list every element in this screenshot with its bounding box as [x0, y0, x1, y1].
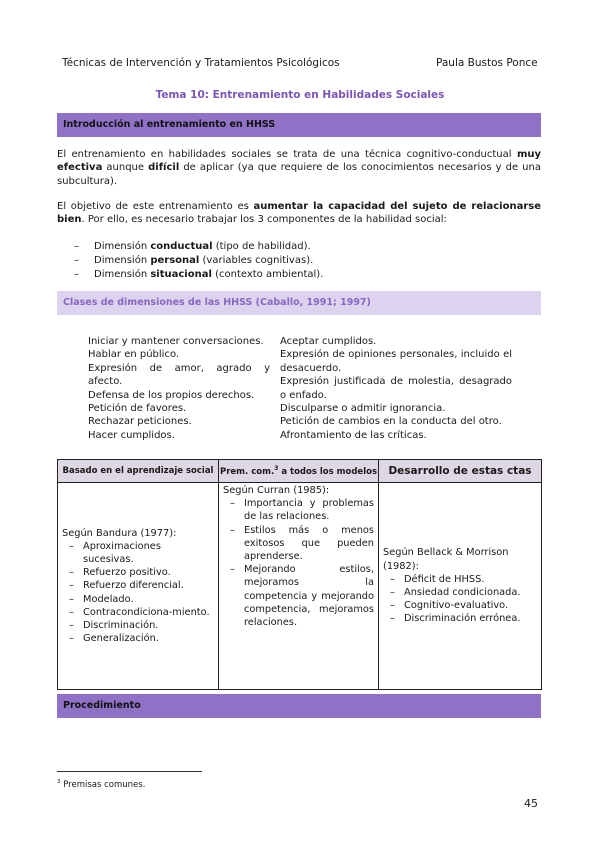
table-row — [58, 483, 542, 690]
list-item: Expresión de opiniones personales, incluido el desacuerdo. — [280, 349, 512, 374]
footnote-divider — [57, 771, 202, 772]
header-course-title: Técnicas de Intervención y Tratamientos Psicológicos — [62, 57, 340, 69]
table-cell-bellack — [379, 483, 542, 690]
section-heading-dimensions — [57, 291, 541, 315]
bellack-title: Según Bellack & Morrison (1982): — [383, 547, 509, 572]
footnote-text: Premisas comunes. — [60, 779, 146, 790]
models-table — [57, 459, 542, 690]
dimension-classes-left — [88, 335, 270, 442]
list-item: Iniciar y mantener conversaciones. — [88, 336, 264, 347]
list-item: Hacer cumplidos. — [88, 429, 175, 441]
list-item: Disculparse o admitir ignorancia. — [280, 403, 446, 415]
table-cell-curran — [219, 483, 379, 690]
table-header-social-learning: Basado en el aprendizaje social — [58, 460, 219, 483]
list-item: Petición de favores. — [88, 403, 187, 415]
list-item: – Mejorando estilos, mejoramos la competencia y mejorando competencia, mejoramos relaciones. — [223, 563, 374, 629]
list-item: – Dimensión situacional (contexto ambiental). — [74, 268, 534, 282]
list-item: – Discriminación errónea. — [383, 612, 537, 625]
list-item: Rechazar peticiones. — [88, 416, 192, 428]
section-heading-procedure — [57, 694, 541, 718]
topic-title: Tema 10: Entrenamiento en Habilidades Sociales — [155, 89, 445, 101]
list-item: Afrontamiento de las críticas. — [280, 429, 427, 441]
section-heading-procedure-text: Procedimiento — [63, 700, 141, 711]
list-item: Expresión justificada de molestia, desagrado o enfado. — [280, 376, 512, 401]
list-item: – Importancia y problemas de las relaciones. — [223, 497, 374, 523]
list-item: – Ansiedad condicionada. — [383, 586, 537, 599]
list-item: – Cognitivo-evaluativo. — [383, 599, 537, 612]
table-header-row — [58, 460, 542, 483]
curran-title: Según Curran (1985): — [223, 485, 330, 496]
table-header-common-premises: Prem. com.$^3$ a todos los modelos — [219, 460, 379, 483]
section-heading-intro-text: Introducción al entrenamiento en HHSS — [63, 119, 276, 130]
table-header-development: Desarrollo de estas ctas — [379, 460, 542, 483]
list-item: – Modelado. — [62, 593, 214, 606]
emphasis-dificil: difícil — [148, 162, 180, 174]
list-item: Expresión de amor, agrado y afecto. — [88, 362, 270, 388]
list-item: – Contracondiciona-miento. — [62, 606, 214, 619]
section-heading-intro — [57, 113, 541, 137]
table-cell-bandura — [58, 483, 219, 690]
list-item: – Dimensión conductual (tipo de habilidad). — [74, 240, 534, 254]
list-item: – Discriminación. — [62, 619, 214, 632]
list-item: Petición de cambios en la conducta del otro. — [280, 416, 502, 428]
list-item: – Refuerzo positivo. — [62, 566, 214, 579]
dimensions-list — [74, 240, 534, 282]
bandura-title: Según Bandura (1977): — [62, 527, 177, 539]
list-item: – Generalización. — [62, 632, 214, 645]
header-author: Paula Bustos Ponce — [436, 57, 538, 69]
list-item: – Refuerzo diferencial. — [62, 579, 214, 592]
list-item: – Déficit de HHSS. — [383, 573, 537, 586]
list-item: Defensa de los propios derechos. — [88, 389, 255, 401]
paragraph-objective: El objetivo de este entrenamiento es aumentar la capacidad del sujeto de relacionarse bien. Por ello, es necesario trabajar los 3 componentes de la habilidad social: — [57, 201, 541, 226]
paragraph-intro: El entrenamiento en habilidades sociales se trata de una técnica cognitivo-conductual muy efectiva aunque difícil de aplicar (ya que requiere de los conocimientos necesarios y de una subcultura). — [57, 149, 541, 187]
emphasis-objective: aumentar la capacidad del sujeto de relacionarse bien — [57, 201, 541, 226]
list-item: Aceptar cumplidos. — [280, 336, 377, 347]
section-heading-dimensions-text: Clases de dimensiones de las HHSS (Caballo, 1991; 1997) — [63, 297, 371, 308]
footnote-mark: 3 — [57, 779, 61, 785]
dimension-classes-right — [280, 335, 512, 442]
list-item: – Estilos más o menos exitosos que pueden aprenderse. — [223, 524, 374, 564]
list-item: – Dimensión personal (variables cognitivas). — [74, 254, 534, 268]
page-number: 45 — [524, 797, 538, 810]
list-item: Hablar en público. — [88, 349, 180, 361]
list-item: – Aproximaciones sucesivas. — [62, 540, 214, 566]
footnote — [57, 779, 145, 790]
emphasis-muy-efectiva: muy efectiva — [57, 149, 541, 174]
